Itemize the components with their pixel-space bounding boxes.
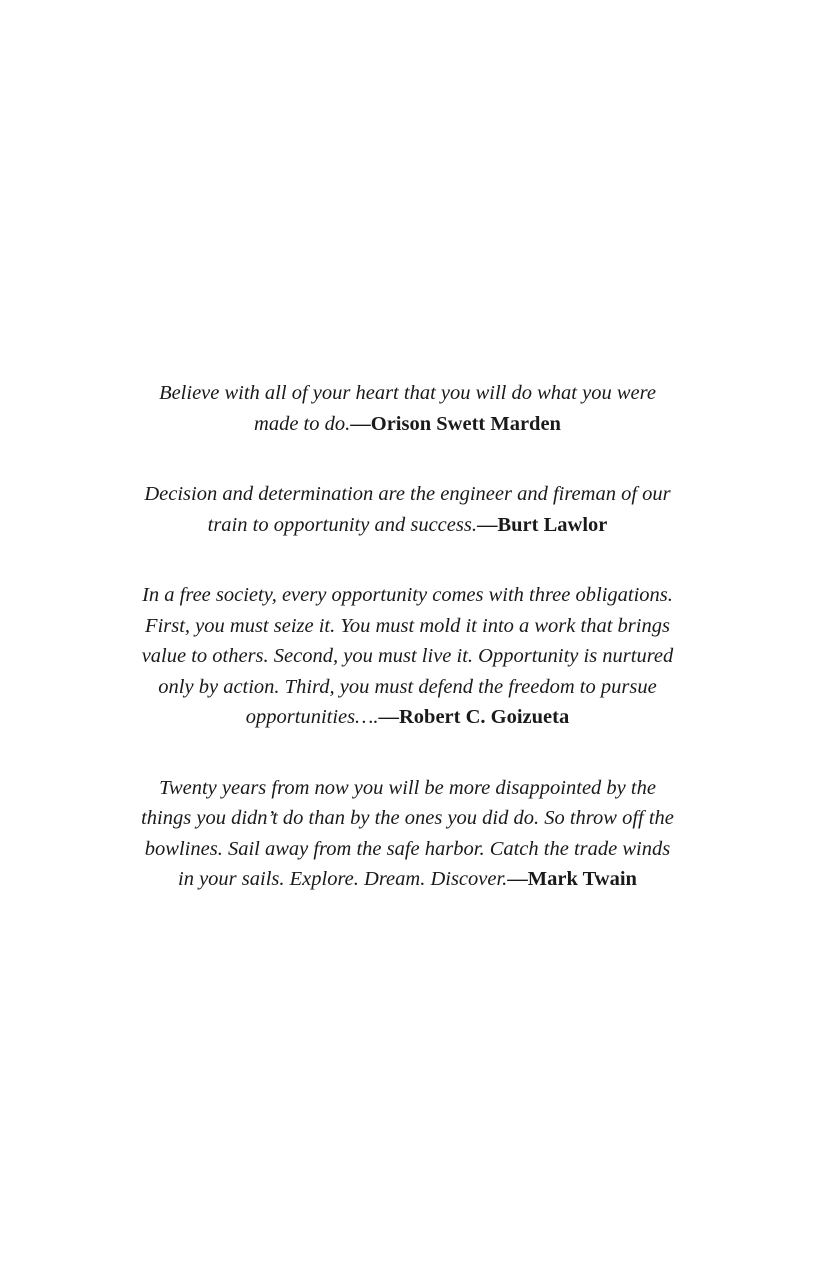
quote-list [0, 378, 815, 935]
quote-line: things you didn’t do than by the ones you did do. So throw off the [141, 807, 674, 829]
quote-attribution: —Mark Twain [507, 868, 637, 890]
quote-line: train to opportunity and success. [207, 513, 477, 536]
quote-attribution: —Orison Swett Marden [350, 412, 561, 435]
quote-line-last [0, 864, 815, 895]
quote-line: In a free society, every opportunity comes with three obligations. [142, 584, 673, 606]
quote-line: made to do. [254, 412, 351, 435]
quote-marden [0, 378, 815, 439]
quote-twain [0, 773, 815, 895]
quote-line-last [0, 409, 815, 440]
quote-attribution: —Robert C. Goizueta [378, 706, 570, 728]
quote-line: only by action. Third, you must defend the freedom to pursue [158, 675, 657, 698]
quote-line: opportunities…. [245, 706, 379, 728]
quote-goizueta [0, 580, 815, 733]
quote-line: First, you must seize it. You must mold it into a work that brings [145, 614, 670, 637]
quote-line: Twenty years from now you will be more disappointed by the [159, 776, 656, 799]
quote-line-last [0, 510, 815, 541]
quote-line: in your sails. Explore. Dream. Discover. [178, 868, 508, 890]
quote-line: value to others. Second, you must live it. Opportunity is nurtured [141, 645, 674, 667]
quote-lawlor [0, 479, 815, 540]
quote-line: Decision and determination are the engineer and fireman of our [144, 483, 671, 505]
quote-line-last [0, 702, 815, 733]
quote-line: bowlines. Sail away from the safe harbor. Catch the trade winds [144, 837, 671, 860]
quote-line: Believe with all of your heart that you will do what you were [159, 382, 656, 404]
quote-attribution: —Burt Lawlor [476, 513, 608, 536]
